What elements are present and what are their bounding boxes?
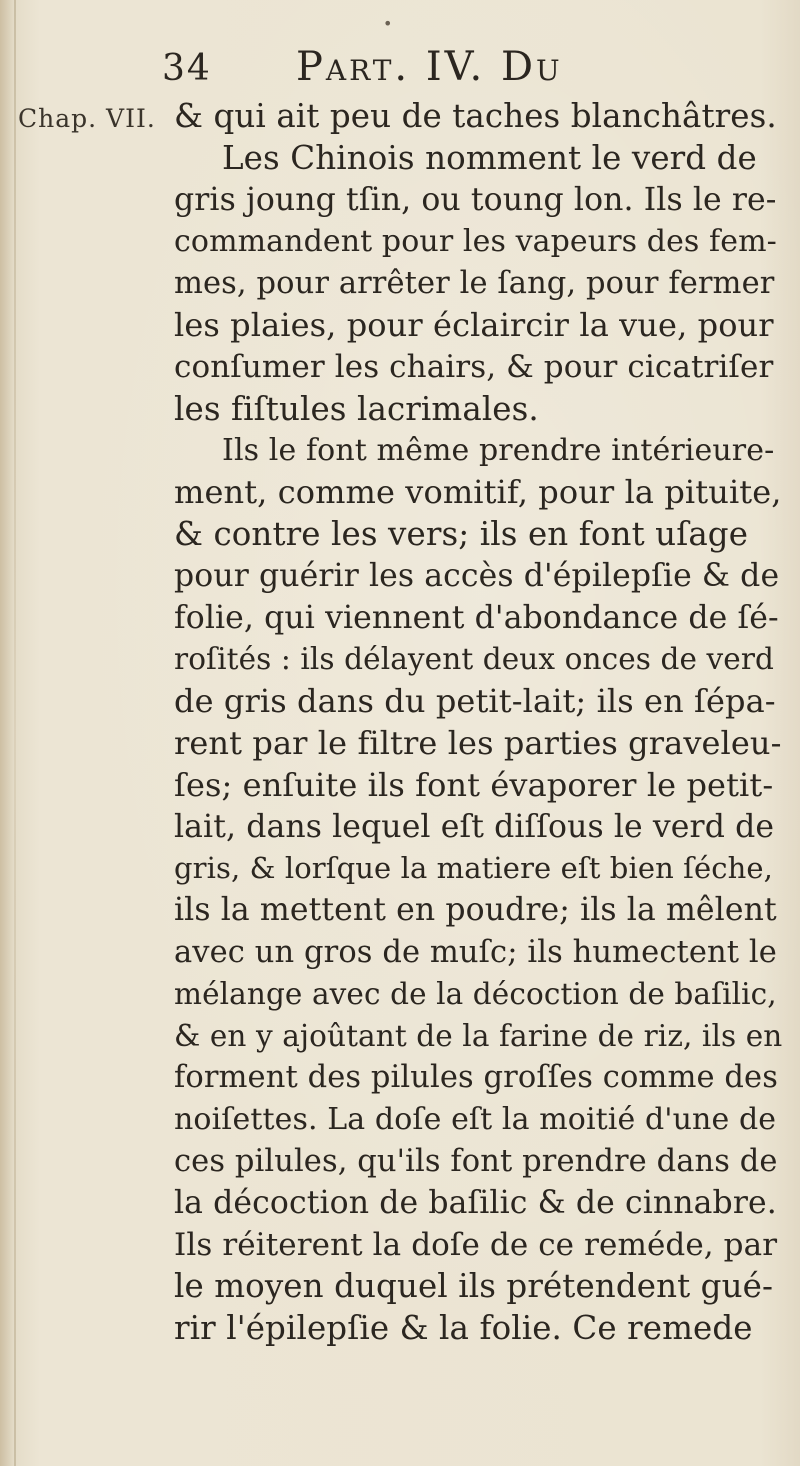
text-line: Ils le font même prendre intérieure- [222, 433, 775, 469]
text-line: ces pilules, qu'ils font prendre dans de [174, 1143, 778, 1179]
text-line: roſités : ils délayent deux onces de verd [174, 642, 775, 677]
text-line: pour guérir les accès d'épilepſie & de [174, 557, 780, 594]
running-head: Part. IV. Du [296, 44, 563, 90]
text-line: mes, pour arrêter le ſang, pour fermer [174, 266, 775, 302]
page-gutter [14, 0, 16, 1466]
text-line: les plaies, pour éclaircir la vue, pour [174, 305, 774, 344]
text-line: rir l'épilepſie & la folie. Ce remede [174, 1309, 753, 1348]
text-line: mélange avec de la décoction de baſilic, [174, 976, 777, 1011]
text-line: le moyen duquel ils prétendent gué- [174, 1267, 774, 1306]
text-line: de gris dans du petit-lait; ils en ſépa- [174, 682, 776, 721]
text-line: avec un gros de muſc; ils humectent le [174, 934, 777, 970]
text-line: ſes; enſuite ils font évaporer le petit- [174, 765, 774, 804]
text-line: & en y ajoûtant de la farine de riz, ils en [174, 1018, 782, 1053]
text-line: commandent pour les vapeurs des fem- [174, 224, 777, 260]
text-line: conſumer les chairs, & pour cicatriſer [174, 348, 774, 385]
page-header [162, 44, 762, 98]
text-line: Ils réiterent la doſe de ce reméde, par [174, 1226, 778, 1263]
text-line: rent par le filtre les parties graveleu- [174, 723, 782, 762]
text-line: gris joung tſin, ou toung lon. Ils le re- [174, 181, 777, 218]
text-line: ment, comme vomitif, pour la pituite, [174, 473, 782, 512]
ink-dot: • [383, 14, 393, 33]
text-line: Les Chinois nomment le verd de [222, 138, 757, 177]
text-line: noiſettes. La doſe eſt la moitié d'une de [174, 1102, 777, 1138]
text-line: & qui ait peu de taches blanchâtres. [174, 97, 777, 135]
page-number: 34 [162, 48, 212, 89]
chapter-margin-note: Chap. VII. [18, 104, 156, 133]
text-line: forment des pilules groſſes comme des [174, 1060, 778, 1096]
text-line: folie, qui viennent d'abondance de ſé- [174, 599, 779, 636]
text-line: la décoction de baſilic & de cinnabre. [174, 1184, 777, 1221]
text-line: & contre les vers; ils en font uſage [174, 514, 749, 553]
text-line: les fiſtules lacrimales. [174, 389, 539, 428]
text-line: gris, & lorſque la matiere eſt bien ſéche, [174, 851, 773, 886]
text-line: ils la mettent en poudre; ils la mêlent [174, 892, 777, 929]
body-text [174, 96, 782, 1350]
text-line: lait, dans lequel eſt diſſous le verd de [174, 808, 775, 845]
